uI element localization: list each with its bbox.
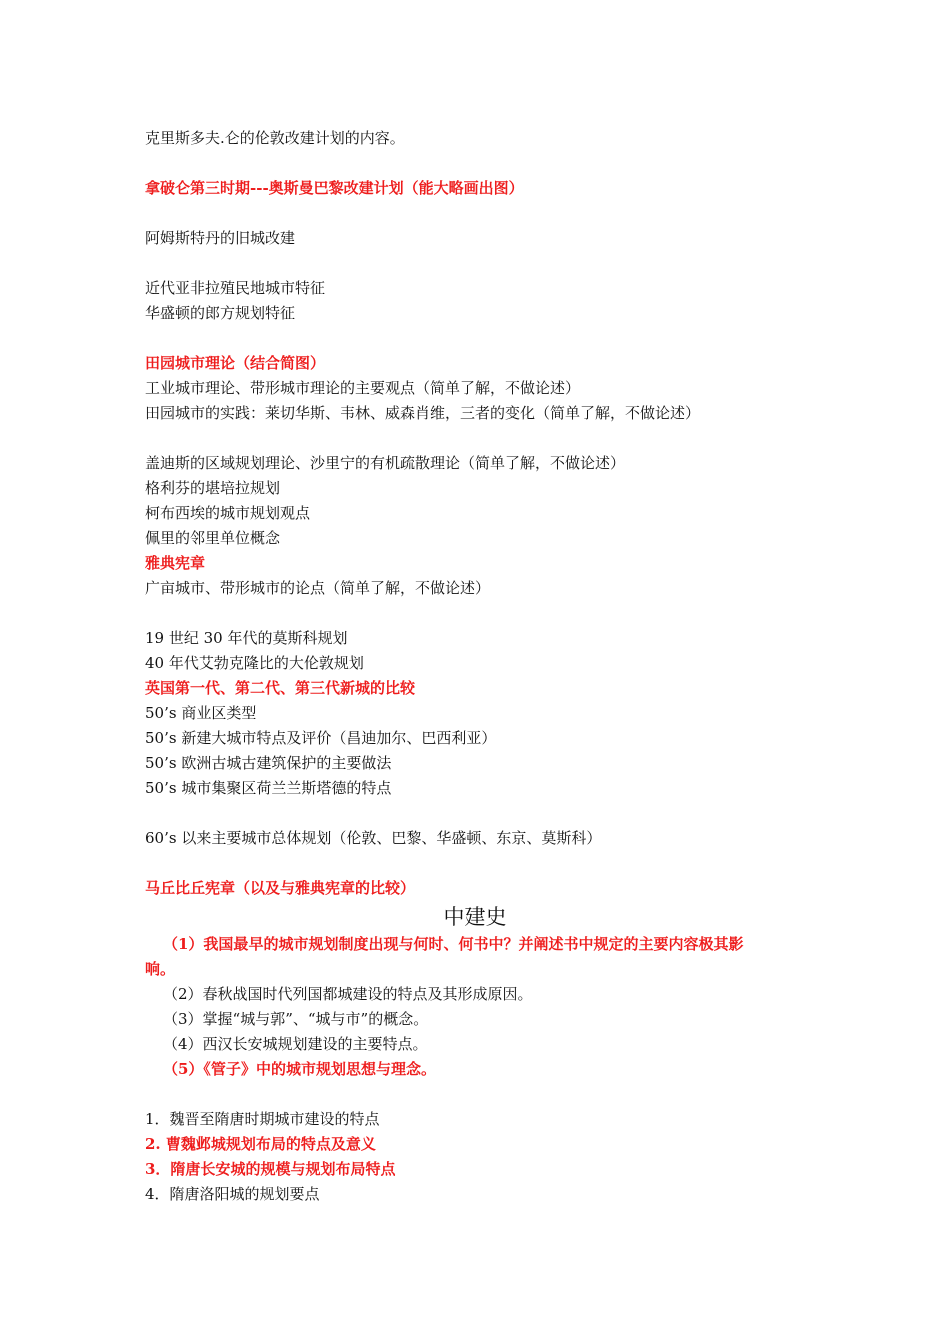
question-line: （3）掌握“城与郭”、“城与市”的概念。	[163, 1010, 429, 1028]
topic-line: 50’s 城市集聚区荷兰兰斯塔德的特点	[145, 779, 392, 797]
topic-line-highlighted: 田园城市理论（结合简图）	[145, 354, 326, 372]
question-text-continued: 响。	[145, 960, 176, 978]
topic-line: 工业城市理论、带形城市理论的主要观点（简单了解，不做论述）	[145, 379, 581, 397]
numbered-item: 1．魏晋至隋唐时期城市建设的特点	[145, 1110, 380, 1128]
topic-line: 60’s 以来主要城市总体规划（伦敦、巴黎、华盛顿、东京、莫斯科）	[145, 829, 602, 847]
question-line-highlighted: （5）《管子》中的城市规划思想与理念。	[163, 1060, 436, 1078]
topic-line: 克里斯多夫.仑的伦敦改建计划的内容。	[145, 129, 405, 147]
topic-line: 50’s 新建大城市特点及评价（昌迪加尔、巴西利亚）	[145, 729, 497, 747]
topic-line-highlighted: 英国第一代、第二代、第三代新城的比较	[145, 679, 416, 697]
topic-line: 田园城市的实践：莱切华斯、韦林、威森肖维，三者的变化（简单了解，不做论述）	[145, 404, 701, 422]
question-line-highlighted	[145, 932, 825, 982]
topic-line: 柯布西埃的城市规划观点	[145, 504, 311, 522]
topic-line: 50’s 欧洲古城古建筑保护的主要做法	[145, 754, 392, 772]
numbered-item-highlighted: 3．隋唐长安城的规模与规划布局特点	[145, 1160, 396, 1178]
topic-line: 佩里的邻里单位概念	[145, 529, 281, 547]
question-line: （2）春秋战国时代列国都城建设的特点及其形成原因。	[163, 985, 533, 1003]
topic-line: 50’s 商业区类型	[145, 704, 257, 722]
topic-line: 盖迪斯的区域规划理论、沙里宁的有机疏散理论（简单了解，不做论述）	[145, 454, 626, 472]
topic-line-highlighted: 拿破仑第三时期---奥斯曼巴黎改建计划（能大略画出图）	[145, 179, 524, 197]
topic-line: 19 世纪 30 年代的莫斯科规划	[145, 629, 348, 647]
topic-line: 40 年代艾勃克隆比的大伦敦规划	[145, 654, 364, 672]
question-text: （1）我国最早的城市规划制度出现与何时、何书中？并阐述书中规定的主要内容极其影	[163, 935, 744, 953]
topic-line-highlighted: 雅典宪章	[145, 554, 206, 572]
topic-line-highlighted: 马丘比丘宪章（以及与雅典宪章的比较）	[145, 879, 416, 897]
topic-line: 阿姆斯特丹的旧城改建	[145, 229, 296, 247]
topic-line: 华盛顿的郎方规划特征	[145, 304, 296, 322]
topic-line: 格利芬的堪培拉规划	[145, 479, 281, 497]
topic-line: 广亩城市、带形城市的论点（简单了解，不做论述）	[145, 579, 491, 597]
document-page	[145, 126, 825, 1207]
section-heading: 中建史	[443, 905, 507, 929]
numbered-item-highlighted: 2. 曹魏邺城规划布局的特点及意义	[145, 1135, 376, 1153]
question-line: （4）西汉长安城规划建设的主要特点。	[163, 1035, 428, 1053]
topic-line: 近代亚非拉殖民地城市特征	[145, 279, 326, 297]
numbered-item: 4．隋唐洛阳城的规划要点	[145, 1185, 320, 1203]
